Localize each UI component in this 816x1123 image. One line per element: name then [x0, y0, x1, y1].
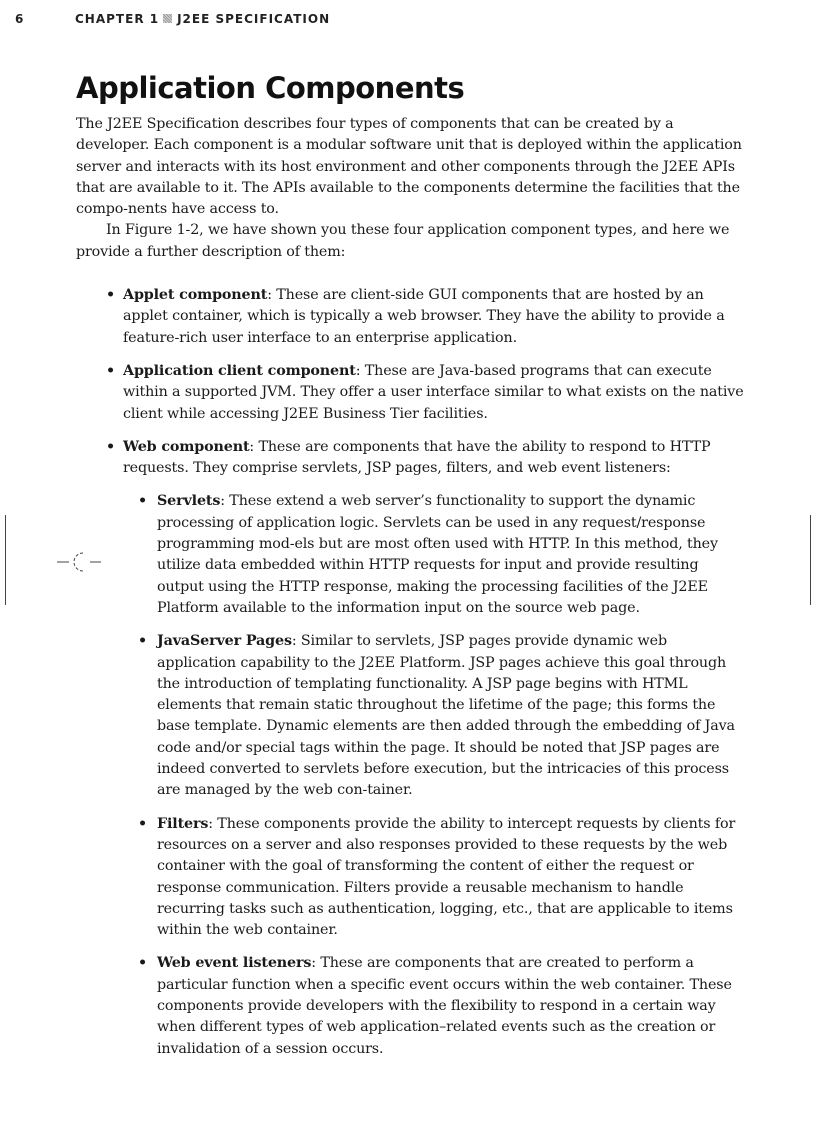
bullet-icon: • [106, 287, 115, 304]
description-jsp: : Similar to servlets, JSP pages provide dynamic web application capability to the J2EE Platform. JSP pages achieve this goal through the introduction of templating functionality. A JSP page begins with HTML elements that remain static throughout the lifetime of the page; this forms the base template. Dynamic elements are then added through the embedding of Java code and/or special tags within the page. It should be noted that JSP pages are indeed converted to servlets before execution, but the intricacies of this process are managed by the web con-tainer. [157, 633, 735, 799]
chapter-label [75, 12, 330, 26]
description-application-client: : These are Java-based programs that can execute within a supported JVM. They offer a user interface similar to what exists on the native client while accessing J2EE Business Tier facilities. [123, 362, 744, 422]
term-servlets: Servlets [157, 493, 221, 510]
section-title: J2EE SPECIFICATION [177, 12, 331, 26]
list-item-servlets [123, 491, 746, 619]
crop-mark-left [5, 515, 6, 605]
component-list [76, 285, 746, 1060]
description-applet: : These are client-side GUI components that are hosted by an applet container, which is typically a web browser. They have the ability to provide a feature-rich user interface to an enterprise application. [123, 287, 725, 346]
intro-paragraph: The J2EE Specification describes four types of components that can be created by a developer. Each component is a modular software unit that is deployed within the application server and interacts with its host environment and other components through the J2EE APIs that are available to it. The APIs available to the components determine the facilities that the compo-nents have access to. [76, 116, 742, 218]
list-item-applet [76, 285, 746, 349]
running-header [15, 12, 796, 30]
bullet-icon: • [138, 633, 147, 650]
bullet-icon: • [138, 955, 147, 972]
term-application-client: Application client component [123, 362, 356, 379]
description-filters: : These components provide the ability to intercept requests by clients for resources on a server and also responses provided to these requests by the web container with the goal of transforming the content of either the request or response communication. Filters provide a reusable mechanism to handle recurring tasks such as authentication, logging, etc., that are applicable to items within the web container. [157, 815, 736, 939]
description-web-component: : These are components that have the ability to respond to HTTP requests. They comprise servlets, JSP pages, filters, and web event listeners: [123, 438, 711, 477]
figure-reference-paragraph: In Figure 1-2, we have shown you these four application component types, and here we provide a further description of them: [76, 222, 730, 260]
web-component-list [123, 491, 746, 1059]
crop-mark-right [810, 515, 811, 605]
list-item-jsp [123, 631, 746, 801]
chapter-separator-icon [163, 14, 172, 23]
registration-mark-icon [57, 550, 103, 574]
description-servlets: : These extend a web server’s functionality to support the dynamic processing of application logic. Servlets can be used in any request/response programming mod-els but are most often used with HTTP. In this method, they utilize data embedded within HTTP requests for input and provide resulting output using the HTTP response, making the processing facilities of the J2EE Platform available to the information input on the source web page. [157, 493, 718, 616]
description-web-event-listeners: : These are components that are created to perform a particular function when a specific event occurs within the web container. These components provide developers with the flexibility to respond in a certain way when different types of web application–related events such as the creation or invalidation of a session occurs. [157, 955, 732, 1057]
term-jsp: JavaServer Pages [157, 633, 292, 650]
page-number: 6 [15, 12, 25, 26]
list-item-web-component [76, 437, 746, 1060]
chapter-number: CHAPTER 1 [75, 12, 160, 26]
term-web-component: Web component [123, 438, 250, 455]
list-item-filters [123, 814, 746, 942]
bullet-icon: • [106, 362, 115, 379]
term-applet: Applet component [123, 287, 268, 304]
bullet-icon: • [106, 438, 115, 455]
main-content [76, 68, 746, 1072]
list-item-web-event-listeners [123, 953, 746, 1059]
bullet-icon: • [138, 815, 147, 832]
list-item-application-client [76, 361, 746, 425]
bullet-icon: • [138, 493, 147, 510]
page-heading: Application Components [76, 71, 465, 105]
term-filters: Filters [157, 815, 209, 832]
term-web-event-listeners: Web event listeners [157, 955, 312, 972]
